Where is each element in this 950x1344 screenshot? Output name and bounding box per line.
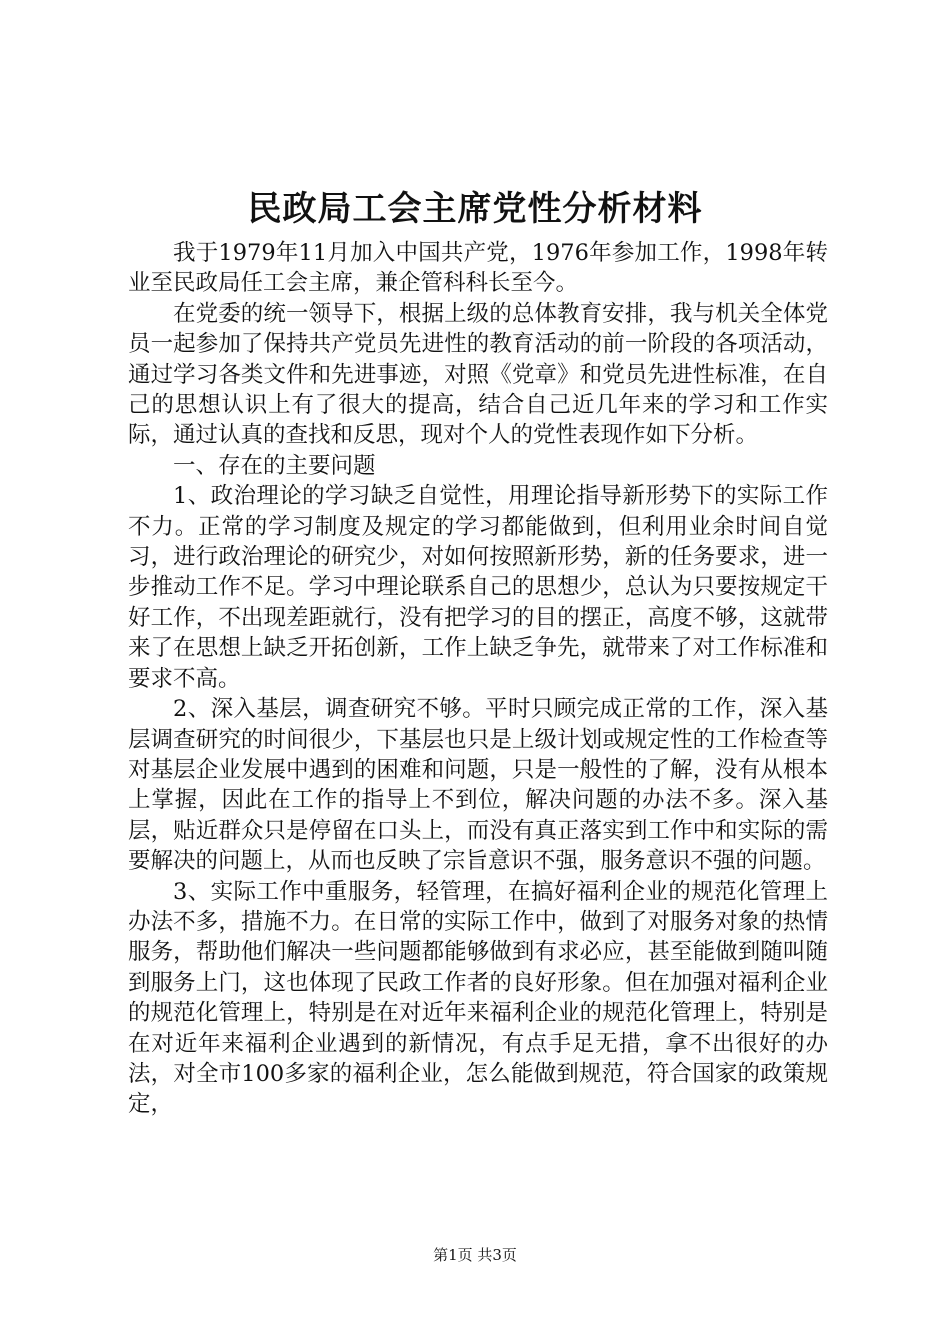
paragraph-intro: 我于1979年11月加入中国共产党，1976年参加工作，1998年转业至民政局任工会主席，兼企管科科长至今。	[128, 240, 828, 297]
paragraph-issue-2: 2、深入基层，调查研究不够。平时只顾完成正常的工作，深入基层调查研究的时间很少，下基层也只是上级计划或规定性的工作检查等对基层企业发展中遇到的困难和问题，只是一般性的了解，没有从根本上掌握，因此在工作的指导上不到位，解决问题的办法不多。深入基层，贴近群众只是停留在口头上，而没有真正落实到工作中和实际的需要解决的问题上，从而也反映了宗旨意识不强，服务意识不强的问题。	[128, 696, 828, 875]
document-title: 民政局工会主席党性分析材料	[247, 189, 703, 229]
paragraph-issue-3: 3、实际工作中重服务，轻管理，在搞好福利企业的规范化管理上办法不多，措施不力。在日常的实际工作中，做到了对服务对象的热情服务，帮助他们解决一些问题都能够做到有求必应，甚至能做到随叫随到服务上门，这也体现了民政工作者的良好形象。但在加强对福利企业的规范化管理上，特别是在对近年来福利企业的规范化管理上，特别是在对近年来福利企业遇到的新情况，有点手足无措，拿不出很好的办法，对全市100多家的福利企业，怎么能做到规范，符合国家的政策规定，	[128, 878, 828, 1118]
paragraph-issue-1: 1、政治理论的学习缺乏自觉性，用理论指导新形势下的实际工作不力。正常的学习制度及规定的学习都能做到，但利用业余时间自觉习，进行政治理论的研究少，对如何按照新形势，新的任务要求，进一步推动工作不足。学习中理论联系自己的思想少，总认为只要按规定干好工作，不出现差距就行，没有把学习的目的摆正，高度不够，这就带来了在思想上缺乏开拓创新，工作上缺乏争先，就带来了对工作标准和要求不高。	[128, 483, 828, 692]
document-body	[128, 238, 828, 1120]
section-heading: 一、存在的主要问题	[173, 452, 376, 479]
paragraph-context: 在党委的统一领导下，根据上级的总体教育安排，我与机关全体党员一起参加了保持共产党员先进性的教育活动的前一阶段的各项活动，通过学习各类文件和先进事迹，对照《党章》和党员先进性标准，在自己的思想认识上有了很大的提高，结合自己近几年来的学习和工作实际，通过认真的查找和反思，现对个人的党性表现作如下分析。	[128, 300, 828, 449]
page-number: 第1页 共3页	[433, 1246, 517, 1264]
